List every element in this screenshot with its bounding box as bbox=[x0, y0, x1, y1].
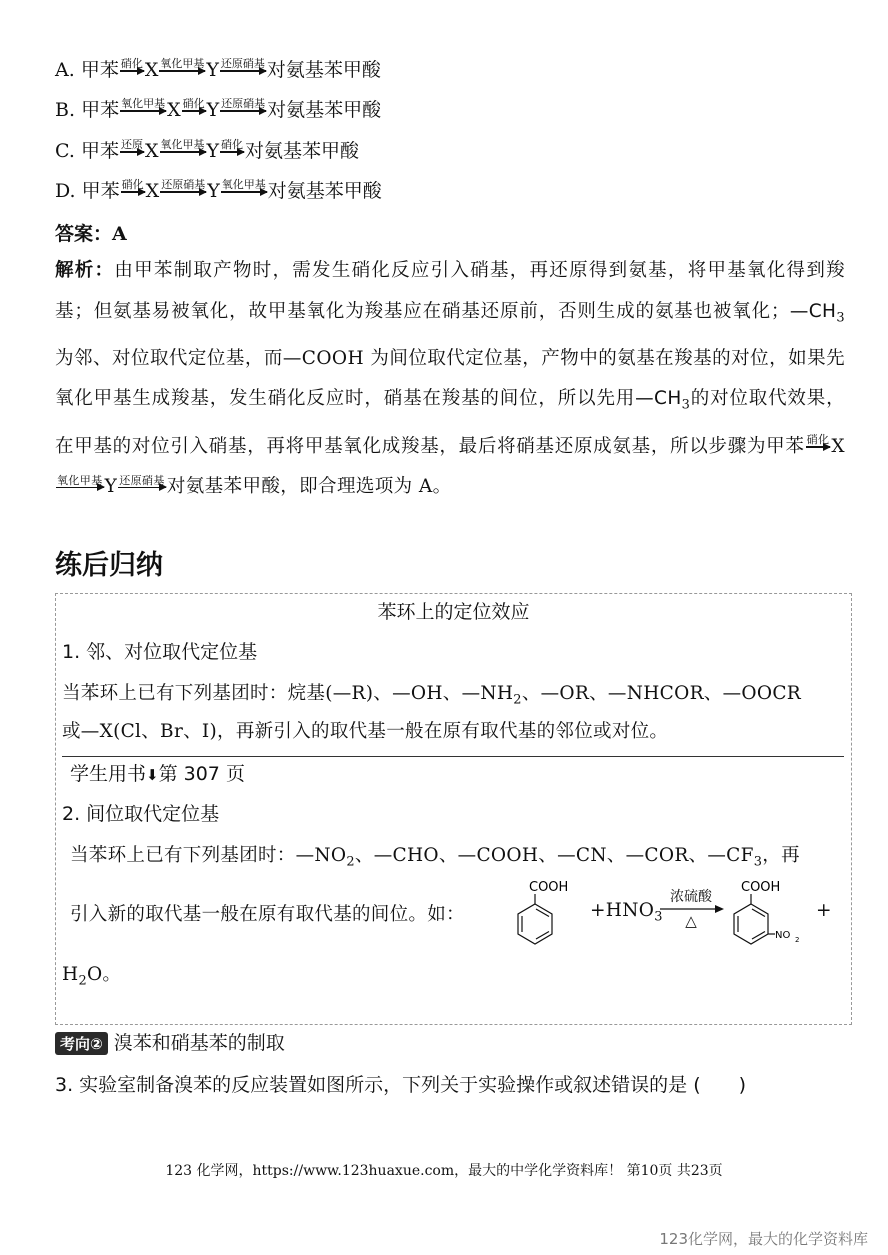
plus-hno3: $+HNO_3$ bbox=[590, 900, 663, 925]
option-d: D. 甲苯 硝化 X 还原硝基 Y 氧化甲基 对氨基苯甲酸 bbox=[55, 178, 382, 202]
no2-label: NO bbox=[775, 930, 791, 941]
no2-subscript: 2 bbox=[795, 936, 800, 944]
heading-meta: 2. 间位取代定位基 bbox=[62, 803, 220, 825]
page-footer: 123 化学网，https://www.123huaxue.com，最大的中学化学资料库！ 第10页 共23页 bbox=[165, 1163, 723, 1179]
cooh-label-1: COOH bbox=[529, 880, 569, 895]
question-topic: 考向② 溴苯和硝基苯的制取 bbox=[55, 1028, 285, 1055]
option-a: A. 甲苯 硝化 X 氧化甲基 Y 还原硝基 对氨基苯甲酸 bbox=[55, 57, 381, 81]
ortho-para-text-1: 当苯环上已有下列基团时：烷基(—R)、—OH、$—NH_2$、—OR、—NHCOR、—OOCR bbox=[62, 683, 802, 708]
divider bbox=[62, 756, 844, 757]
benzoic-acid-structure bbox=[505, 872, 595, 952]
condition-bottom: △ bbox=[685, 912, 697, 930]
watermark: 123化学网，最大的化学资料库 bbox=[659, 1230, 868, 1248]
ortho-para-text-2: 或—X(Cl、Br、I)，再新引入的取代基一般在原有取代基的邻位或对位。 bbox=[62, 721, 669, 742]
heading-ortho-para: 1. 邻、对位取代定位基 bbox=[62, 641, 258, 663]
option-b: B. 甲苯 氧化甲基 X 硝化 Y 还原硝基 对氨基苯甲酸 bbox=[55, 97, 382, 121]
condition-top: 浓硫酸 bbox=[670, 889, 712, 905]
question-3: 3. 实验室制备溴苯的反应装置如图所示，下列关于实验操作或叙述错误的是 ( ) bbox=[55, 1074, 747, 1096]
analysis: 解析：由甲苯制取产物时，需发生硝化反应引入硝基，再还原得到氨基，将甲基氧化得到羧基；但氨基易被氧化，故甲基氧化为羧基应在硝基还原前，否则生成的氨基也被氧化；$—CH_3$为邻、对位取代定位基，而—COOH 为间位取代定位基，产物中的氨基在羧基的对位，如果先氧化甲基生成羧基，发生硝化反应时，硝基在羧基的间位，所以先用$—CH_3$的对位取代效果，在甲基的对位引入硝基，再将甲基氧化成羧基，最后将硝基还原成氨基，所以步骤为甲苯 硝化 X 氧化甲基 Y 还原硝基 对氨基苯甲酸，即合理选项为 A。 bbox=[55, 260, 846, 498]
meta-text-1: 当苯环上已有下列基团时：$—NO_2$、—CHO、—COOH、—CN、—COR、$—CF_3$，再 bbox=[70, 845, 800, 870]
topic-tag: 考向② bbox=[55, 1032, 108, 1055]
section-title: 练后归纳 bbox=[55, 550, 163, 581]
water: $H_2O$。 bbox=[62, 964, 122, 989]
option-c: C. 甲苯 还原 X 氧化甲基 Y 硝化 对氨基苯甲酸 bbox=[55, 138, 360, 162]
cooh-label-2: COOH bbox=[741, 880, 781, 895]
box-title: 苯环上的定位效应 bbox=[377, 601, 530, 623]
nitrobenzoic-acid-structure bbox=[727, 872, 817, 952]
analysis-heading: 解析： bbox=[55, 260, 115, 281]
page-marker: 学生用书⬇第 307 页 bbox=[70, 763, 245, 785]
answer: 答案：A bbox=[55, 223, 127, 245]
plus-sign: + bbox=[816, 900, 832, 921]
down-arrow-icon: ⬇ bbox=[146, 766, 159, 784]
meta-text-2: 引入新的取代基一般在原有取代基的间位。如： bbox=[70, 904, 465, 925]
